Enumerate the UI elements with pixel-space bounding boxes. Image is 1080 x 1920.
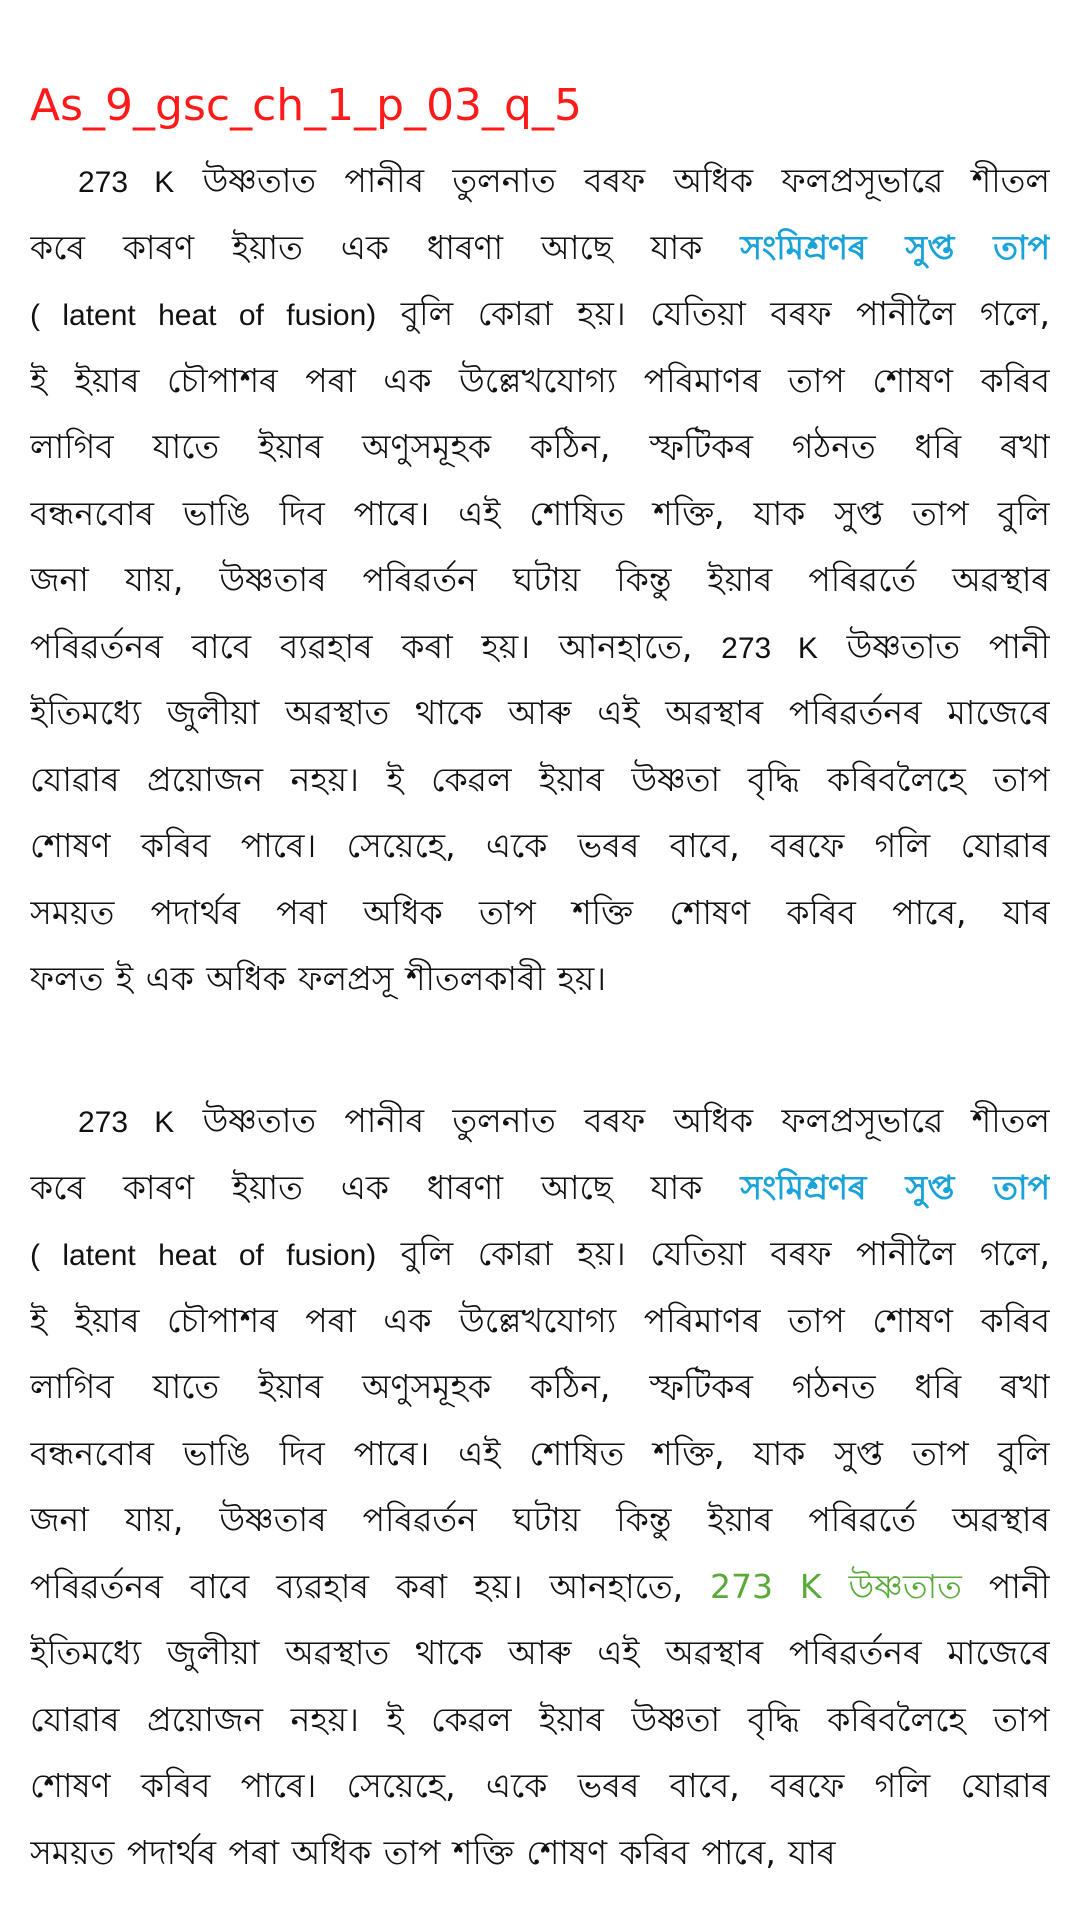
answer-paragraph-2 (30, 1088, 1050, 1886)
line-text: উষ্ণতাত পানীৰ তুলনাত বৰফ অধিক ফলপ্ৰসূভাৱে শীতল (174, 161, 1050, 200)
paragraph-line: জনা যায়, উষ্ণতাৰ পৰিৱৰ্তন ঘটায় কিন্তু ইয়াৰ পৰিৱৰ্তে অৱস্থাৰ (30, 560, 1050, 599)
paragraph-line: ফলত ই এক অধিক ফলপ্ৰসূ শীতলকাৰী হয়। (30, 959, 607, 998)
paragraph-line (30, 614, 1050, 681)
paragraph-line: ইতিমধ্যে জুলীয়া অৱস্থাত থাকে আৰু এই অৱস্থাৰ পৰিৱৰ্তনৰ মাজেৰে (30, 693, 1050, 732)
line-text: পানী (961, 1566, 1050, 1606)
english-term: ( latent heat of fusion) (30, 1239, 377, 1272)
paragraph-line: ই ইয়াৰ চৌপাশৰ পৰা এক উল্লেখযোগ্য পৰিমাণৰ তাপ শোষণ কৰিব (30, 360, 1050, 400)
page-title: As_9_gsc_ch_1_p_03_q_5 (30, 80, 582, 131)
highlighted-temperature: 273 K উষ্ণতাত (710, 1566, 962, 1606)
temperature-value: 273 K (78, 166, 175, 199)
paragraph-line: লাগিব যাতে ইয়াৰ অণুসমূহক কঠিন, স্ফটিকৰ গঠনত ধৰি ৰখা (30, 1367, 1050, 1406)
answer-paragraph-1 (30, 148, 1050, 1013)
paragraph-line (30, 148, 1050, 215)
highlighted-term: সংমিশ্ৰণৰ সুপ্ত তাপ (740, 1167, 1050, 1207)
paragraph-line: সময়ত পদাৰ্থৰ পৰা অধিক তাপ শক্তি শোষণ কৰিব পাৰে, যাৰ (30, 892, 1050, 932)
line-text: উষ্ণতাত পানীৰ তুলনাত বৰফ অধিক ফলপ্ৰসূভাৱে শীতল (174, 1101, 1050, 1140)
paragraph-line (30, 281, 1050, 348)
paragraph-line (30, 215, 1050, 282)
paragraph-line: সময়ত পদাৰ্থৰ পৰা অধিক তাপ শক্তি শোষণ কৰিব পাৰে, যাৰ (30, 1832, 836, 1872)
paragraph-line (30, 1155, 1050, 1222)
highlighted-term: সংমিশ্ৰণৰ সুপ্ত তাপ (740, 227, 1050, 267)
paragraph-line (30, 1088, 1050, 1155)
line-text: বুলি কোৱা হয়। যেতিয়া বৰফ পানীলৈ গলে, (376, 294, 1050, 333)
paragraph-line (30, 1221, 1050, 1288)
paragraph-line: বন্ধনবোৰ ভাঙি দিব পাৰে। এই শোষিত শক্তি, যাক সুপ্ত তাপ বুলি (30, 1433, 1050, 1473)
line-text: কৰে কাৰণ ইয়াত এক ধাৰণা আছে যাক (30, 227, 741, 267)
paragraph-line (30, 1554, 1050, 1621)
paragraph-line: শোষণ কৰিব পাৰে। সেয়েহে, একে ভৰৰ বাবে, বৰফে গলি যোৱাৰ (30, 1766, 1050, 1805)
paragraph-line: শোষণ কৰিব পাৰে। সেয়েহে, একে ভৰৰ বাবে, বৰফে গলি যোৱাৰ (30, 826, 1050, 865)
paragraph-line: ই ইয়াৰ চৌপাশৰ পৰা এক উল্লেখযোগ্য পৰিমাণৰ তাপ শোষণ কৰিব (30, 1300, 1050, 1340)
paragraph-line: যোৱাৰ প্ৰয়োজন নহয়। ই কেৱল ইয়াৰ উষ্ণতা বৃদ্ধি কৰিবলৈহে তাপ (30, 759, 1050, 799)
paragraph-line: লাগিব যাতে ইয়াৰ অণুসমূহক কঠিন, স্ফটিকৰ গঠনত ধৰি ৰখা (30, 427, 1050, 466)
paragraph-line: ইতিমধ্যে জুলীয়া অৱস্থাত থাকে আৰু এই অৱস্থাৰ পৰিৱৰ্তনৰ মাজেৰে (30, 1633, 1050, 1672)
line-text: কৰে কাৰণ ইয়াত এক ধাৰণা আছে যাক (30, 1167, 741, 1207)
paragraph-line: বন্ধনবোৰ ভাঙি দিব পাৰে। এই শোষিত শক্তি, যাক সুপ্ত তাপ বুলি (30, 493, 1050, 533)
line-text: বুলি কোৱা হয়। যেতিয়া বৰফ পানীলৈ গলে, (376, 1234, 1050, 1273)
line-text: পৰিৱৰ্তনৰ বাবে ব্যৱহাৰ কৰা হয়। আনহাতে, (30, 1566, 711, 1606)
temperature-value: 273 K (721, 631, 818, 665)
paragraph-line: জনা যায়, উষ্ণতাৰ পৰিৱৰ্তন ঘটায় কিন্তু ইয়াৰ পৰিৱৰ্তে অৱস্থাৰ (30, 1500, 1050, 1539)
temperature-value: 273 K (78, 1106, 175, 1139)
line-text: উষ্ণতাত পানী (817, 626, 1050, 666)
paragraph-line: যোৱাৰ প্ৰয়োজন নহয়। ই কেৱল ইয়াৰ উষ্ণতা বৃদ্ধি কৰিবলৈহে তাপ (30, 1699, 1050, 1739)
line-text: পৰিৱৰ্তনৰ বাবে ব্যৱহাৰ কৰা হয়। আনহাতে, (30, 626, 722, 666)
english-term: ( latent heat of fusion) (30, 299, 377, 332)
